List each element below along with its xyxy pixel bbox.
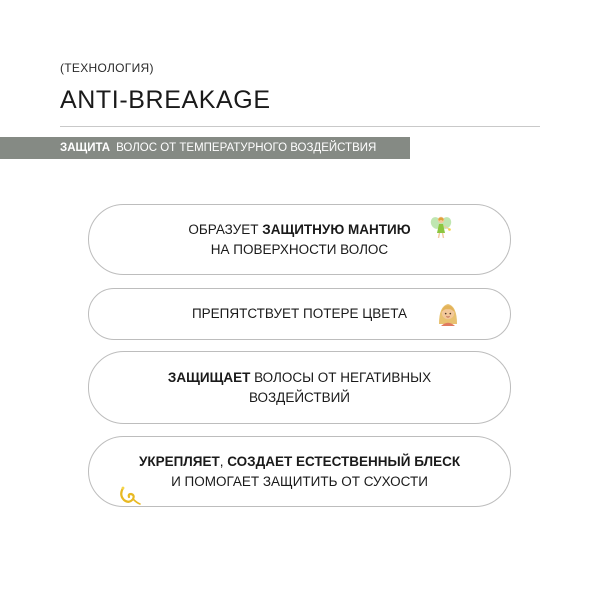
golden-swirl-icon — [118, 484, 142, 508]
benefit-bold-text: СОЗДАЕТ ЕСТЕСТВЕННЫЙ БЛЕСК — [227, 453, 461, 469]
feature-banner — [0, 137, 410, 159]
benefit-bold-text: ЗАЩИТНУЮ МАНТИЮ — [262, 221, 411, 237]
benefit-text: И ПОМОГАЕТ ЗАЩИТИТЬ ОТ СУХОСТИ — [171, 473, 428, 489]
benefit-card-strengthen — [88, 436, 511, 507]
benefit-bold-text: УКРЕПЛЯЕТ — [138, 453, 220, 469]
blonde-person-icon — [437, 302, 459, 326]
benefit-card-protect — [88, 351, 511, 424]
benefit-line — [168, 368, 431, 388]
benefit-line — [139, 452, 460, 472]
benefit-bold-text: ЗАЩИЩАЕТ — [167, 369, 251, 385]
banner-strong-text: ЗАЩИТА — [60, 142, 111, 154]
banner-text: ВОЛОС ОТ ТЕМПЕРАТУРНОГО ВОЗДЕЙСТВИЯ — [116, 142, 377, 154]
benefit-text: ПРЕПЯТСТВУЕТ ПОТЕРЕ ЦВЕТА — [191, 306, 408, 321]
title-divider — [60, 126, 540, 127]
benefit-text: , — [219, 453, 228, 469]
benefit-text: ВОЗДЕЙСТВИЙ — [248, 389, 350, 405]
fairy-icon — [430, 214, 452, 240]
benefit-text: НА ПОВЕРХНОСТИ ВОЛОС — [210, 241, 389, 257]
benefit-text: ОБРАЗУЕТ — [188, 221, 263, 237]
page-kicker: (ТЕХНОЛОГИЯ) — [60, 61, 154, 75]
page-title: ANTI-BREAKAGE — [60, 86, 271, 114]
benefit-line — [188, 220, 410, 240]
benefit-text: ВОЛОСЫ ОТ НЕГАТИВНЫХ — [250, 369, 432, 385]
